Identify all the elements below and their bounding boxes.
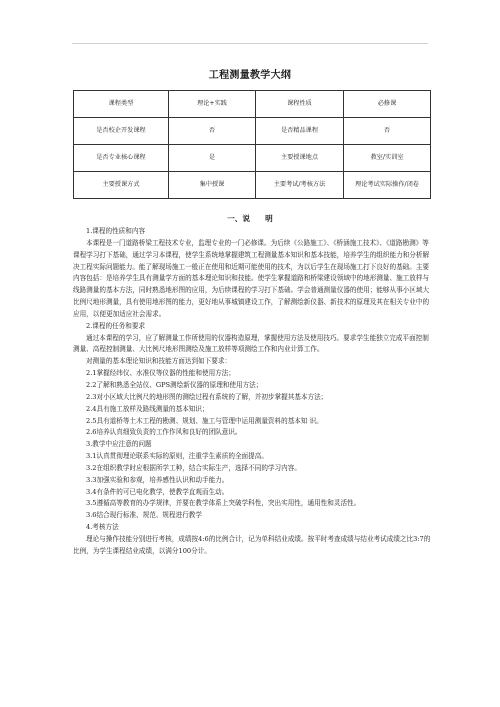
paragraph: 本课程是一门道路桥梁工程技术专业，监理专业的一门必修课。为后续《公路施工》、《桥涵施工技术》、《道路勘测》等课程学习打下基础，通过学习本课程，使学生系统地掌握建筑工程测量基本知识和基本技能，培养学生的组织能力和分析解决工程实际问题能力。能了解现场施工一般正在使用和近期可能使用的技术，为以后学生在现场施工打下良好的基础。主要内容包括：是培养学生具有测量学方面的基本理论知识和技能。使学生掌握道路和桥梁建设领域中的地形测量、施工放样与线路测量的基本方法，同时熟悉地形图的应用，为后续课程的学习打下基础。学会普通测量仪器的使用；能够从事小区域大比例尺地形测量，具有使用地形图的能力，更好地从事城镇建设工作，了解测绘新仪器、新技术的原理及其在相关专业中的应用，以便更加适应社会需求。 [73,238,430,318]
table-row [74,91,431,118]
list-item: 3.6结合现行标准、规范、规程进行教学 [86,511,202,520]
paragraph: 理论与操作技能分别进行考核，成绩按4:6的比例合计，记为单科结业成绩。按平时考查成绩与结业考试成绩之比3:7的比例，为学生课程结业成绩，以满分100分计。 [73,534,431,555]
table-cell: 是否精品课程 [256,118,344,145]
table-cell: 是否专业核心课程 [74,145,169,172]
list-item: 3.3加强实验和参观，培养感性认识和动手能力。 [86,475,229,484]
paragraph: 通过本课程的学习，应了解测量工作所使用的仪器构造原理，掌握使用方法及使用技巧。要求学生能独立完成平面控制测量、高程控制测量、大比例尺地形图测绘及施工放样等项测绘工作和内业计算工作。 [73,333,429,354]
list-item: 2.6培养认真细致负责的工作作风和良好的团队意识。 [86,428,242,437]
table-cell: 理论+实践 [169,91,256,118]
table-cell: 主要授课地点 [256,145,344,172]
table-cell: 否 [169,118,256,145]
table-cell: 是 [169,145,256,172]
table-cell: 课程类型 [74,91,169,118]
list-item: 3.4有条件的可已电化教学，使教学直观而生动。 [86,487,229,496]
table-cell: 教室/实训室 [344,145,431,172]
list-item: 3.5遵循高等教育的办学规律，并要在教学体系上突破学科性，突出实用性，通用性和灵活性。 [86,499,361,508]
subsection-heading: 2.课程的任务和要求 [86,321,146,330]
subsection-heading: 1.课程的性质和内容 [86,227,146,235]
table-cell: 必修课 [344,91,431,118]
table-row [74,118,431,145]
subsection-heading: 4.考核方法 [86,523,119,532]
list-item: 2.5具有道桥等土木工程的勘测、规划、施工与管理中运用测量资料的基本知 识。 [86,416,323,425]
table-row [74,145,431,172]
course-info-table [73,90,431,199]
list-item: 2.1掌握经纬仪、水准仪等仪器的性能和使用方法； [86,369,235,378]
body-text [73,226,431,558]
header-rule [72,43,428,44]
list-item: 3.1认真贯彻理论联系实际的原则，注重学生素质的全面提高。 [86,452,268,461]
list-item: 2.4具有施工放样及路线测量的基本知识； [86,404,209,413]
table-cell: 集中授课 [169,172,256,199]
list-item: 3.2在组织教学时应根据所学工种，结合实际生产，选择不同的学习内容。 [86,463,301,472]
section-heading: 一、说 明 [227,214,273,223]
list-item: 2.2了解和熟悉全站仪、GPS测绘新仪器的原理和使用方法； [86,380,263,389]
list-item: 2.3对小区域大比例尺的地形图的测绘过程有系统的了解，并初步掌握其基本方法； [86,392,328,401]
table-cell: 否 [344,118,431,145]
table-row [74,172,431,199]
table-cell: 主要授课方式 [74,172,169,199]
paragraph: 对测量的基本理论知识和技能方面达到如下要求： [86,357,232,366]
subsection-heading: 3.教学中应注意的问题 [86,440,152,449]
document-title: 工程测量教学大纲 [208,70,292,81]
table-cell: 理论考试实际操作/闭卷 [344,172,431,199]
table-cell: 主要考试/考核方法 [256,172,344,199]
table-cell: 是否校企开发课程 [74,118,169,145]
table-cell: 课程性质 [256,91,344,118]
